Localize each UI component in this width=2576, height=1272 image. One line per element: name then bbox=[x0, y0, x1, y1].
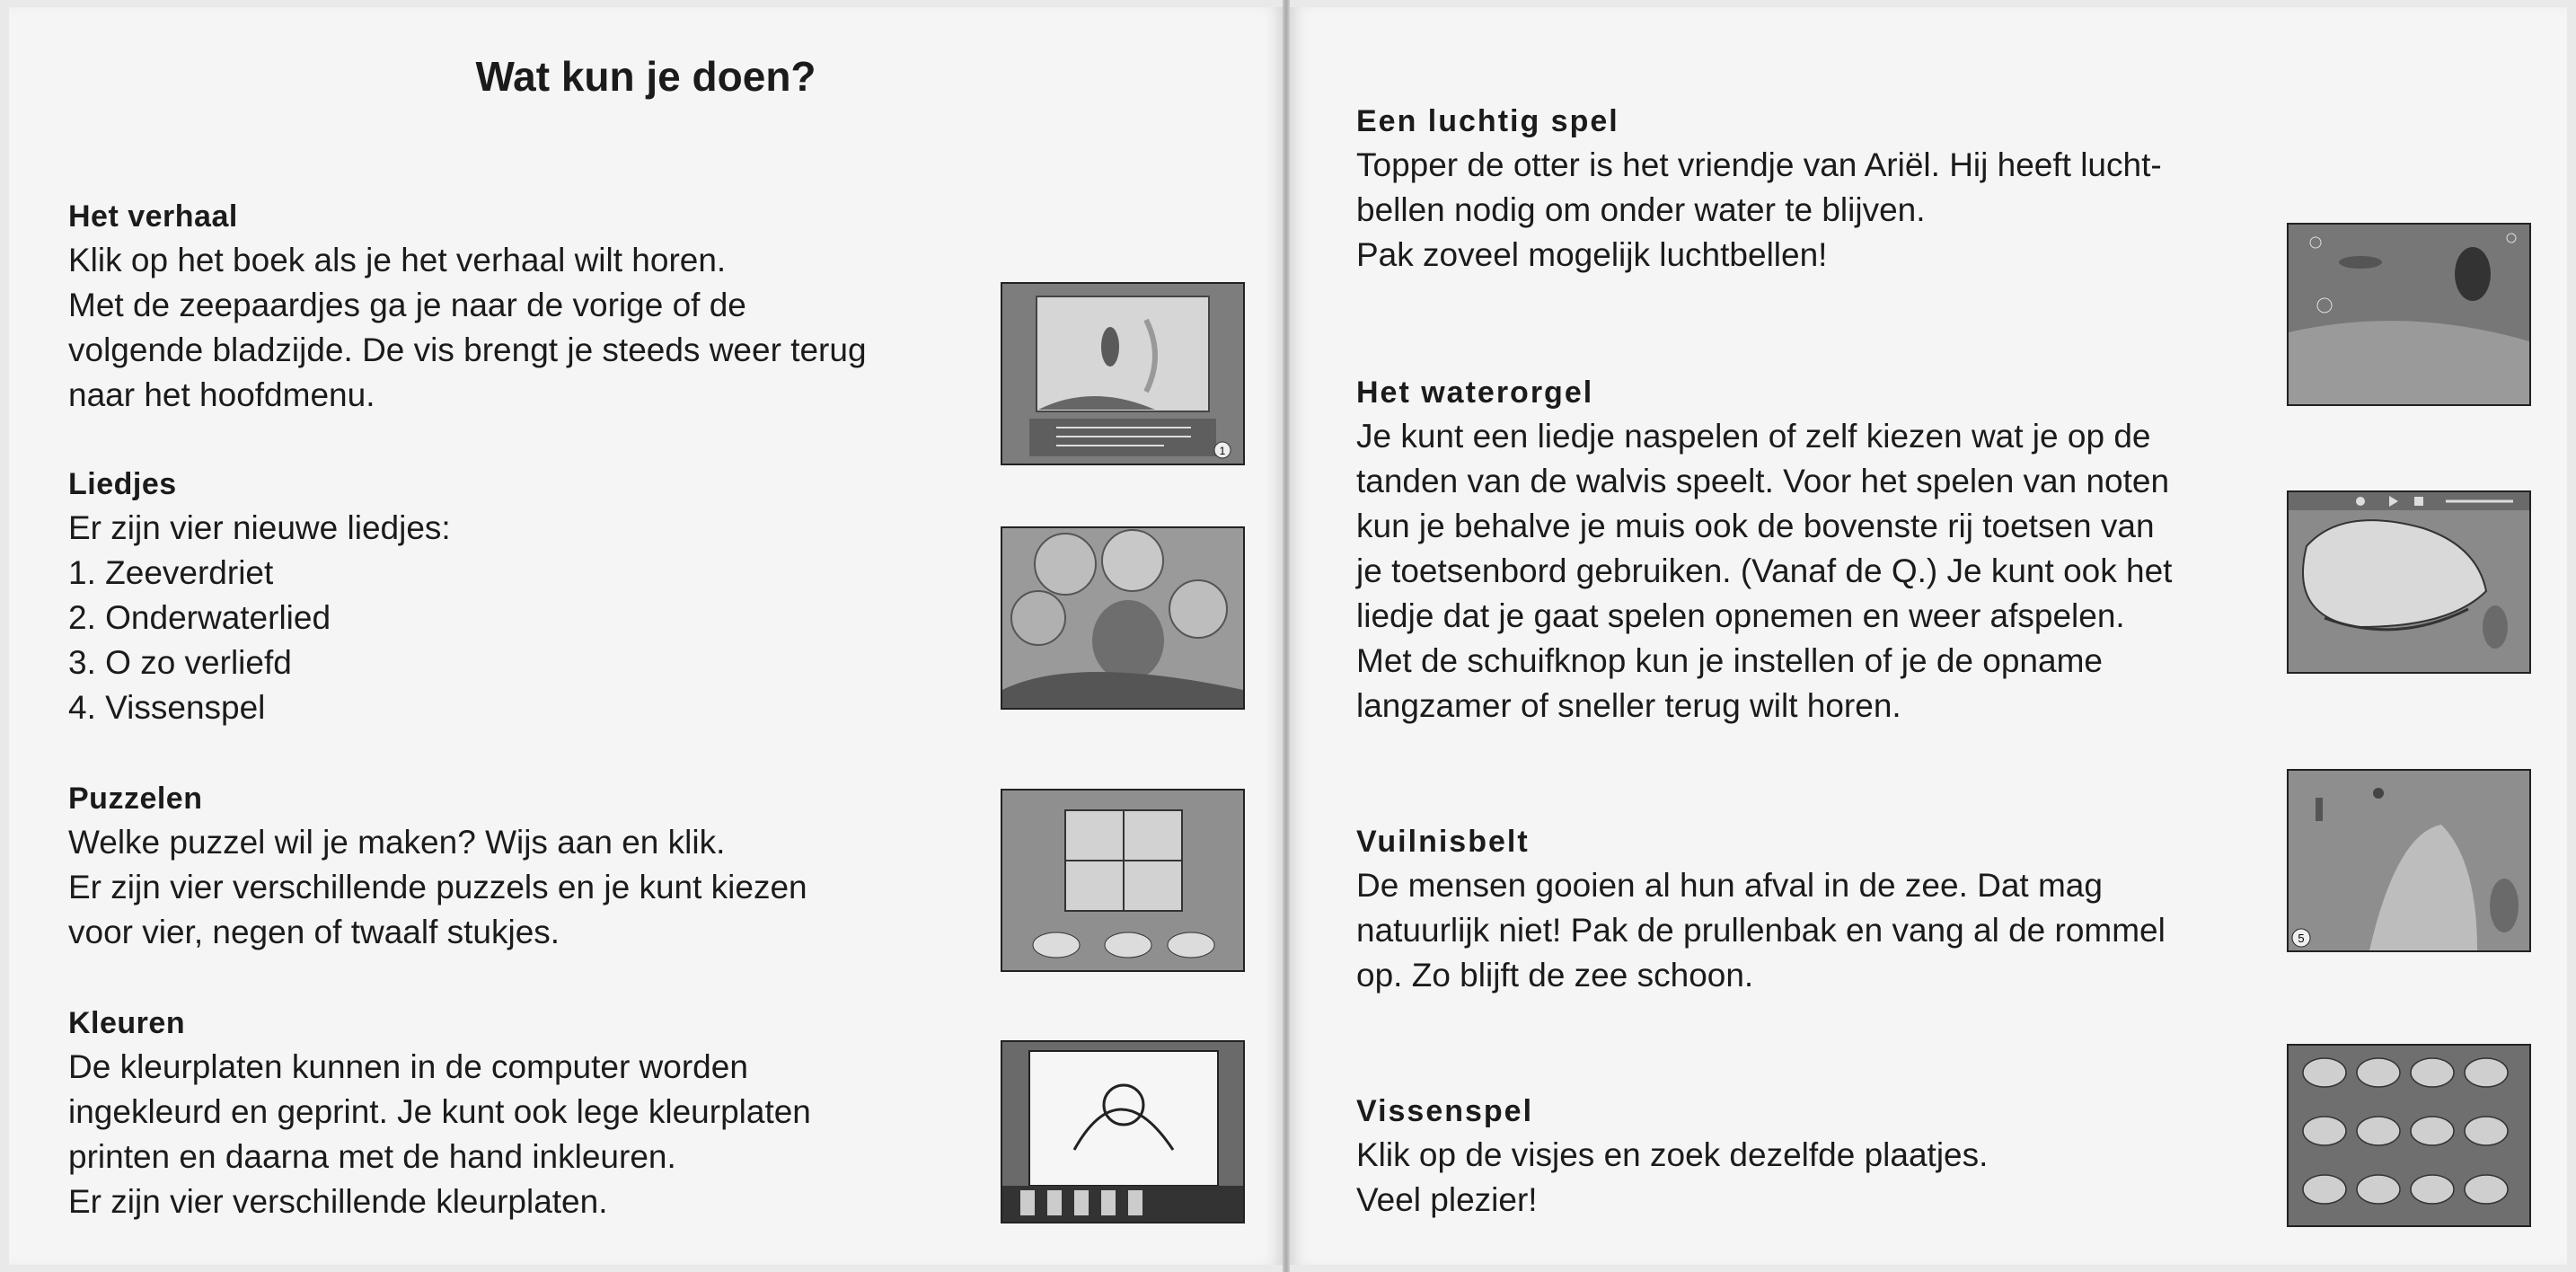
section-puzzelen bbox=[68, 782, 993, 955]
section-line: Er zijn vier verschillende puzzels en je kunt kiezen bbox=[68, 869, 807, 905]
section-het-waterorgel bbox=[1356, 375, 2299, 729]
section-line: Met de schuifknop kun je instellen of je de opname bbox=[1356, 642, 2103, 679]
section-line: kun je behalve je muis ook de bovenste rij toetsen van bbox=[1356, 508, 2155, 544]
section-line: Veel plezier! bbox=[1356, 1181, 1538, 1218]
section-line: tanden van de walvis speelt. Voor het spelen van noten bbox=[1356, 463, 2170, 499]
page-number-badge: 1 bbox=[1219, 445, 1226, 457]
section-line: Topper de otter is het vriendje van Ariël. Hij heeft lucht- bbox=[1356, 146, 2162, 183]
section-heading: Vissenspel bbox=[1356, 1094, 1534, 1128]
coloring-screenshot bbox=[1001, 1040, 1245, 1223]
section-kleuren bbox=[68, 1006, 993, 1224]
section-heading: Vuilnisbelt bbox=[1356, 825, 1530, 859]
level-badge: 5 bbox=[2298, 932, 2305, 945]
section-line: liedje dat je gaat spelen opnemen en weer afspelen. bbox=[1356, 597, 2125, 634]
section-line: Klik op de visjes en zoek dezelfde plaatjes. bbox=[1356, 1136, 1989, 1173]
book-spine bbox=[1283, 0, 1290, 1272]
garbage-game-screenshot bbox=[2287, 769, 2531, 952]
section-line: naar het hoofdmenu. bbox=[68, 376, 375, 413]
section-line: Er zijn vier nieuwe liedjes: bbox=[68, 509, 451, 546]
section-line: voor vier, negen of twaalf stukjes. bbox=[68, 914, 560, 950]
section-line: Er zijn vier verschillende kleurplaten. bbox=[68, 1183, 608, 1220]
section-heading: Liedjes bbox=[68, 467, 177, 501]
section-vuilnisbelt bbox=[1356, 825, 2299, 998]
section-line: op. Zo blijft de zee schoon. bbox=[1356, 957, 1754, 994]
section-heading: Kleuren bbox=[68, 1006, 186, 1040]
section-liedjes bbox=[68, 467, 993, 730]
section-line: 1. Zeeverdriet bbox=[68, 554, 274, 591]
section-line: Welke puzzel wil je maken? Wijs aan en klik. bbox=[68, 824, 726, 861]
section-een-luchtig-spel bbox=[1356, 104, 2299, 278]
puzzle-screenshot bbox=[1001, 789, 1245, 972]
section-heading: Een luchtig spel bbox=[1356, 104, 1619, 138]
section-line: ingekleurd en geprint. Je kunt ook lege kleurplaten bbox=[68, 1093, 811, 1130]
story-screenshot bbox=[1001, 282, 1245, 465]
section-line: 2. Onderwaterlied bbox=[68, 599, 331, 636]
section-heading: Het waterorgel bbox=[1356, 375, 1594, 410]
section-heading: Puzzelen bbox=[68, 782, 203, 816]
section-line: Met de zeepaardjes ga je naar de vorige of de bbox=[68, 287, 746, 323]
section-line: 4. Vissenspel bbox=[68, 689, 266, 726]
section-line: langzamer of sneller terug wilt horen. bbox=[1356, 687, 1901, 724]
section-heading: Het verhaal bbox=[68, 199, 238, 234]
section-het-verhaal bbox=[68, 199, 993, 418]
air-game-screenshot bbox=[2287, 223, 2531, 406]
section-line: De mensen gooien al hun afval in de zee. Dat mag bbox=[1356, 867, 2103, 904]
section-line: Je kunt een liedje naspelen of zelf kiezen wat je op de bbox=[1356, 418, 2151, 455]
section-line: 3. O zo verliefd bbox=[68, 644, 292, 681]
section-line: bellen nodig om onder water te blijven. bbox=[1356, 191, 1926, 228]
section-vissenspel bbox=[1356, 1094, 2299, 1223]
section-line: Klik op het boek als je het verhaal wilt horen. bbox=[68, 242, 727, 278]
section-line: natuurlijk niet! Pak de prullenbak en vang al de rommel bbox=[1356, 912, 2166, 949]
section-line: je toetsenbord gebruiken. (Vanaf de Q.) Je kunt ook het bbox=[1356, 552, 2173, 589]
right-page bbox=[1290, 7, 2567, 1265]
page-title: Wat kun je doen? bbox=[475, 53, 816, 100]
fish-game-screenshot bbox=[2287, 1044, 2531, 1227]
section-line: De kleurplaten kunnen in de computer worden bbox=[68, 1048, 748, 1085]
songs-screenshot bbox=[1001, 526, 1245, 710]
left-page bbox=[9, 7, 1283, 1265]
water-organ-screenshot bbox=[2287, 490, 2531, 674]
section-line: Pak zoveel mogelijk luchtbellen! bbox=[1356, 236, 1828, 273]
section-line: printen en daarna met de hand inkleuren. bbox=[68, 1138, 676, 1175]
section-line: volgende bladzijde. De vis brengt je steeds weer terug bbox=[68, 331, 867, 368]
